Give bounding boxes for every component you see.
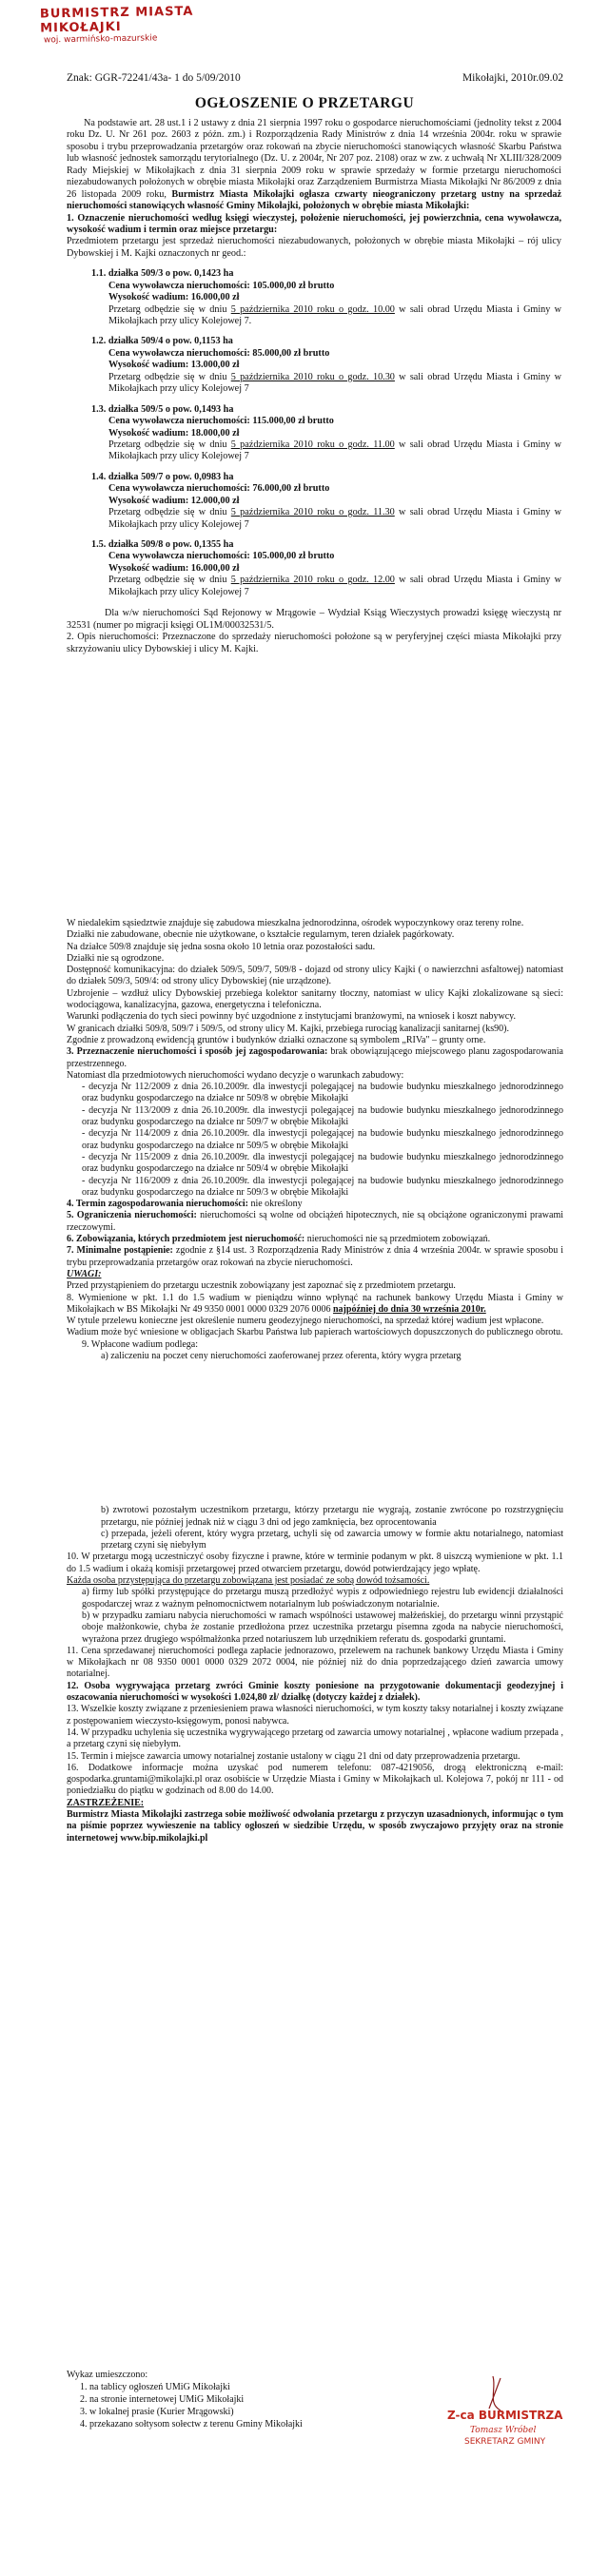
posting-item: 1. na tablicy ogłoszeń UMiG Mikołajki (89, 2381, 352, 2393)
decision-item: - decyzja Nr 113/2009 z dnia 26.10.2009r. dla inwestycji polegającej na budowie budynku mieszkalnego jednorodzinnego oraz budynku gospodarczego na działce nr 509/7 w obrębie Mikołajki (82, 1104, 563, 1128)
section-5: 5. Ograniczenia nieruchomości: nieruchomości są wolne od obciążeń hipotecznych, nie są obciążone ograniczonymi prawami rzeczowymi. (67, 1210, 564, 1233)
posting-item: 2. na stronie internetowej UMiG Mikołajki (89, 2393, 352, 2406)
lot-title: 1.4. działka 509/7 o pow. 0,0983 ha (91, 471, 234, 482)
section-10b: b) w przypadku zamiaru nabycia nieruchomości w ramach wspólności ustawowej małżeńskiej, do przetargu winni przystąpić oboje małżonkowie, chyba że zostanie przedłożona przez uczestnika przetargu pisemna zgoda na nabycie nieruchomości, wyrażona przez drugiego współmałżonka przed notariuszem lub urzędnikiem referatu ds. gospodarki gruntami. (82, 1610, 563, 1645)
lot-item (91, 268, 561, 327)
notice-body-part2 (67, 918, 563, 1844)
lot-item (91, 472, 561, 531)
section-7: 7. Minimalne postąpienie: zgodnie z §14 ust. 3 Rozporządzenia Rady Ministrów z dnia 4 września 2004r. w sprawie sposobu i trybu przeprowadzania przetargów oraz rokowań na zbycie nieruchomości. (67, 1245, 563, 1268)
signature-name: Tomasz Wróbel (470, 2426, 537, 2435)
description-paragraph: W niedalekim sąsiedztwie znajduje się zabudowa mieszkalna jednorodzinna, ośrodek wypoczynkowy oraz tereny rolne. (67, 918, 524, 928)
posting-item: 3. w lokalnej prasie (Kurier Mrągowski) (89, 2406, 352, 2418)
lot-price: Cena wywoławcza nieruchomości: 105.000,00 zł brutto (108, 280, 335, 291)
decision-item: - decyzja Nr 112/2009 z dnia 26.10.2009r. dla inwestycji polegającej na budowie budynku mieszkalnego jednorodzinnego oraz budynku gospodarczego na działce nr 509/8 w obrębie Mikołajki (82, 1082, 563, 1104)
lot-title: 1.5. działka 509/8 o pow. 0,1355 ha (91, 539, 234, 550)
section-16: 16. Dodatkowe informacje można uzyskać pod numerem telefonu: 087-4219056, drogą elektroniczną e-mail: gospodarka.gruntami@mikolajki.pl oraz osobiście w Urzędzie Miasta i Gminy w Mikołajkach ul. Kolejowa 7, pokój nr 111 - od poniedziałku do piątku w godzinach od 8.00 do 14.00. (67, 1762, 563, 1797)
official-stamp (40, 6, 202, 44)
section-1-title: 1. Oznaczenie nieruchomości według księgi wieczystej, położenie nieruchomości, jej powierzchnia, cena wywoławcza, wysokość wadium i termin oraz miejsce przetargu: (67, 212, 561, 235)
decision-item: - decyzja Nr 114/2009 z dnia 26.10.2009r. dla inwestycji polegającej na budowie budynku mieszkalnego jednorodzinnego oraz budynku gospodarczego na działce nr 509/5 w obrębie Mikołajki (82, 1128, 563, 1151)
lot-price: Cena wywoławcza nieruchomości: 115.000,00 zł brutto (108, 416, 334, 427)
lot-auction-date: Przetarg odbędzie się w dniu 5 października 2010 roku o godz. 11.00 w sali obrad Urzędu Miasta i Gminy w Mikołajkach przy ulicy Kolejowej 7 (108, 439, 562, 462)
section-11: 11. Cena sprzedawanej nieruchomości podlega zapłacie jednorazowo, przelewem na rachunek bankowy Urzędu Miasta i Gminy w Mikołajkach nr 08 9350 0001 0000 0329 2072 0004, nie później niż do dnia poprzedzającego dzień zawarcia umowy notarialnej. (67, 1645, 563, 1680)
section-8-title-note: W tytule przelewu konieczne jest określenie numeru geodezyjnego nieruchomości, na sprzedaż której wadium jest wpłacone. (67, 1316, 544, 1327)
section-10a: a) firmy lub spółki przystępujące do przetargu muszą przedłożyć wypis z odpowiedniego rejestru lub ewidencji działalności gospodarczej wraz z ważnym pełnomocnictwem notarialnym lub poświadczonym notarialnie. (82, 1587, 563, 1610)
section-14: 14. W przypadku uchylenia się uczestnika wygrywającego przetarg od zawarcia umowy notarialnej , wpłacone wadium przepada , a przetarg czyni się niebyłym. (67, 1727, 563, 1750)
description-paragraph: Uzbrojenie – wzdłuż ulicy Dybowskiej przebiega kolektor sanitarny tłoczny, natomiast w ulicy Kajki zlokalizowane są sieci: wodociągowa, kanalizacyjna, gazowa, energetyczna i telefoniczna. (67, 987, 563, 1011)
description-paragraph: Na działce 509/8 znajduje się jedna sosna około 10 letnia oraz pozostałości sadu. (67, 941, 376, 952)
section-4: 4. Termin zagospodarowania nieruchomości: nie określony (67, 1199, 303, 1210)
intro-bold: Burmistrz Miasta Mikołajki ogłasza czwarty nieograniczony przetarg ustny na sprzedaż nieruchomości stanowiących własność Gminy Mikołajki, położonych w obrębie miasta Mikołajki: (67, 188, 561, 212)
lot-deposit: Wysokość wadium: 12.000,00 zł (108, 495, 240, 506)
section-2-text: 2. Opis nieruchomości: Przeznaczone do sprzedaży nieruchomości położone są w peryferyjnej części miasta Mikołajki przy skrzyżowaniu ulicy Dybowskiej i ulicy M. Kajki. (67, 632, 561, 654)
lot-title: 1.1. działka 509/3 o pow. 0,1423 ha (91, 268, 234, 280)
identity-note: Każda osoba przystępująca do przetargu zobowiązana jest posiadać ze sobą dowód tożsamości. (67, 1575, 430, 1587)
decision-item: - decyzja Nr 116/2009 z dnia 26.10.2009r. dla inwestycji polegającej na budowie budynku mieszkalnego jednorodzinnego oraz budynku gospodarczego na działce nr 509/3 w obrębie Mikołajki (82, 1175, 563, 1198)
lot-auction-date: Przetarg odbędzie się w dniu 5 października 2010 roku o godz. 10.00 w sali obrad Urzędu Miasta i Gminy w Mikołajkach przy ulicy Kolejowej 7. (108, 303, 562, 326)
lot-deposit: Wysokość wadium: 16.000,00 zł (108, 562, 240, 574)
description-paragraph: W granicach działki 509/8, 509/7 i 509/5, od strony ulicy M. Kajki, przebiega rurociąg kanalizacji sanitarnej (ks90). (67, 1023, 509, 1034)
page-title: OGŁOSZENIE O PRZETARGU (194, 95, 415, 111)
document-date: Mikołajki, 2010r.09.02 (462, 72, 563, 84)
section-9c: c) przepada, jeżeli oferent, który wygra przetarg, uchyli się od zawarcia umowy w formie aktu notarialnego, natomiast przetarg czyni się niebyłym (101, 1528, 563, 1551)
description-paragraph: Zgodnie z prowadzoną ewidencją gruntów i budynków działki oznaczone są symbolem „RIVa" – grunty orne. (67, 1034, 486, 1045)
section-9: 9. Wpłacone wadium podlega: (82, 1338, 199, 1350)
section-8-securities-note: Wadium może być wniesione w obligacjach Skarbu Państwa lub papierach wartościowych dopuszczonych do publicznego obrotu. (67, 1327, 563, 1338)
section-9a: a) zaliczeniu na poczet ceny nieruchomości zaoferowanej przez oferenta, który wygra przetarg (101, 1350, 462, 1361)
stamp-title: BURMISTRZ MIASTA MIKOŁAJKI (39, 4, 194, 36)
intro-paragraph: Na podstawie art. 28 ust.1 i 2 ustawy z dnia 21 sierpnia 1997 roku o gospodarce nieruchomościami (jednolity tekst z 2004 roku Dz. U. Nr 261 poz. 2603 z późn. zm.) i Rozporządzenia Rady Ministrów z dnia 14 września 2004r. roku w sprawie sposobu i trybu przeprowadzania przetargów oraz rokowań na zbycie nieruchomości stanowiących własność Skarbu Państwa lub własność jednostek samorządu terytorialnego (Dz. U. z 2004r, Nr 207 poz. 2108) oraz w zw. z uchwałą Nr XLIII/328/2009 Rady Miejskiej w Mikołajkach z dnia 31 sierpnia 2009 roku w sprawie sprzedaży w formie przetargu nieruchomości niezabudowanych położonych w obrębie miasta Mikołajki oraz Zarządzeniem Burmistrza Miasta Mikołajki Nr 86/2009 z dnia 26 listopada 2009 roku, Burmistrz Miasta Mikołajki ogłasza czwarty nieograniczony przetarg ustny na sprzedaż nieruchomości stanowiących własność Gminy Mikołajki, położonych w obrębie miasta Mikołajki: (67, 118, 561, 212)
lot-deposit: Wysokość wadium: 13.000,00 zł (108, 360, 240, 371)
section-8: 8. Wymienione w pkt. 1.1 do 1.5 wadium w pieniądzu winno wpłynąć na rachunek bankowy Urzędu Miasta i Gminy w Mikołajkach w BS Mikołajki Nr 49 9350 0001 0000 0329 2076 0006 najpóźniej do dnia 30 września 2010r. (67, 1292, 563, 1315)
reservation-heading: ZASTRZEŻENIE: (67, 1797, 145, 1808)
section-15: 15. Termin i miejsce zawarcia umowy notarialnej zostanie ustalony w ciągu 21 dni od daty przeprowadzenia przetargu. (67, 1750, 521, 1762)
lot-title: 1.3. działka 509/5 o pow. 0,1493 ha (91, 403, 234, 415)
section-1-text: Przedmiotem przetargu jest sprzedaż nieruchomości niezabudowanych, położonych w obrębie miasta Mikołajki – rój ulicy Dybowskiej i M. Kajki oznaczonych nr geod.: (67, 236, 561, 259)
stamp-subtitle: woj. warmińsko-mazurskie (43, 33, 158, 46)
section-10: 10. W przetargu mogą uczestniczyć osoby fizyczne i prawne, które w terminie podanym w pkt. 8 uiszczą wymienione w pkt. 1.1 do 1.5 wadium i okażą komisji przetargowej przed otwarciem przetargu, dowód potwierdzający jego wpłatę. (67, 1551, 563, 1574)
lot-deposit: Wysokość wadium: 16.000,00 zł (108, 292, 240, 303)
lot-title: 1.2. działka 509/4 o pow. 0,1153 ha (91, 336, 233, 347)
description-paragraph: Warunki podłączenia do tych sieci powinny być uzgodnione z instytucjami branżowymi, na wniosek i koszt nabywcy. (67, 1011, 517, 1023)
posting-list-title: Wykaz umieszczono: (67, 2370, 148, 2380)
lot-item (91, 404, 561, 463)
section-3: 3. Przeznaczenie nieruchomości i sposób jej zagospodarowania: brak obowiązującego miejscowego planu zagospodarowania przestrzennego. (67, 1046, 563, 1069)
posting-list (67, 2369, 352, 2430)
lot-auction-date: Przetarg odbędzie się w dniu 5 października 2010 roku o godz. 11.30 w sali obrad Urzędu Miasta i Gminy w Mikołajkach przy ulicy Kolejowej 7 (108, 507, 562, 530)
lot-deposit: Wysokość wadium: 18.000,00 zł (108, 427, 240, 439)
description-paragraph: Działki nie są ogrodzone. (67, 952, 165, 964)
remarks-text: Przed przystąpieniem do przetargu uczestnik zobowiązany jest zapoznać się z przedmiotem przetargu. (67, 1280, 456, 1292)
notice-body-part1 (67, 118, 561, 655)
section-3-intro: Natomiast dla przedmiotowych nieruchomości wydano decyzje o warunkach zabudowy: (67, 1069, 404, 1081)
section-13: 13. Wszelkie koszty związane z przeniesieniem prawa własności nieruchomości, w tym koszty taksy notarialnej i koszty związane z postępowaniem wieczysto-księgowym, ponosi nabywca. (67, 1704, 563, 1727)
decision-item: - decyzja Nr 115/2009 z dnia 26.10.2009r. dla inwestycji polegającej na budowie budynku mieszkalnego jednorodzinnego oraz budynku gospodarczego na działce nr 509/4 w obrębie Mikołajki (82, 1151, 563, 1175)
lot-item (91, 539, 561, 598)
description-paragraph: Działki nie zabudowane, obecnie nie użytkowane, o kształcie regularnym, teren działek pagórkowaty. (67, 929, 455, 941)
page-gap (67, 1362, 563, 1505)
lot-price: Cena wywoławcza nieruchomości: 85.000,00 zł brutto (108, 347, 330, 359)
land-registry-text: Dla w/w nieruchomości Sąd Rejonowy w Mrągowie – Wydział Ksiąg Wieczystych prowadzi księgę wieczystą nr 32531 (numer po migracji księgi OL1M/00032531/5. (67, 608, 561, 631)
description-paragraph: Dostępność komunikacyjna: do działek 509/5, 509/7, 509/8 - dojazd od strony ulicy Kajki ( o nawierzchni asfaltowej) natomiast do działek 509/3, 509/4: od strony ulicy Dybowskiej (nie urządzone). (67, 965, 563, 987)
lot-price: Cena wywoławcza nieruchomości: 76.000,00 zł brutto (108, 483, 330, 495)
section-6: 6. Zobowiązania, których przedmiotem jest nieruchomość: nieruchomości nie są przedmiotem zobowiązań. (67, 1234, 491, 1245)
section-9b: b) zwrotowi pozostałym uczestnikom przetargu, którzy przetargu nie wygrają, zostanie zwrócone po rozstrzygnięciu przetargu, nie później jednak niż w ciągu 3 dni od jego zamknięcia, bez oprocentowania (101, 1505, 563, 1528)
signature-role: SEKRETARZ GMINY (464, 2437, 546, 2447)
lot-item (91, 336, 561, 395)
lots-list (67, 268, 561, 598)
reference-number: Znak: GGR-72241/43a- 1 do 5/09/2010 (67, 72, 241, 84)
document-header (67, 72, 563, 84)
lot-auction-date: Przetarg odbędzie się w dniu 5 października 2010 roku o godz. 12.00 w sali obrad Urzędu Miasta i Gminy w Mikołajkach przy ulicy Kolejowej 7 (108, 575, 562, 597)
signature-stamp (426, 2371, 569, 2456)
lot-price: Cena wywoławcza nieruchomości: 105.000,00 zł brutto (108, 551, 335, 562)
lot-auction-date: Przetarg odbędzie się w dniu 5 października 2010 roku o godz. 10.30 w sali obrad Urzędu Miasta i Gminy w Mikołajkach przy ulicy Kolejowej 7 (108, 371, 562, 395)
remarks-heading: UWAGI: (67, 1268, 102, 1279)
posting-item: 4. przekazano sołtysom sołectw z terenu Gminy Mikołajki (89, 2418, 352, 2430)
reservation-text: Burmistrz Miasta Mikołajki zastrzega sobie możliwość odwołania przetargu z przyczyn uzasadnionych, informując o tym na piśmie poprzez wywieszenie na tablicy ogłoszeń w siedzibie Urzędu, w sposób zwyczajowo przyjęty oraz na stronie internetowej www.bip.mikolajki.pl (67, 1809, 563, 1844)
signature-title: Z-ca BURMISTRZA (447, 2409, 563, 2422)
section-12: 12. Osoba wygrywająca przetarg zwróci Gminie koszty poniesione na przygotowanie dokumentacji geodezyjnej i oszacowania nieruchomości w wysokości 1.024,80 zł/ działkę (dotyczy każdej z działek). (67, 1680, 563, 1704)
